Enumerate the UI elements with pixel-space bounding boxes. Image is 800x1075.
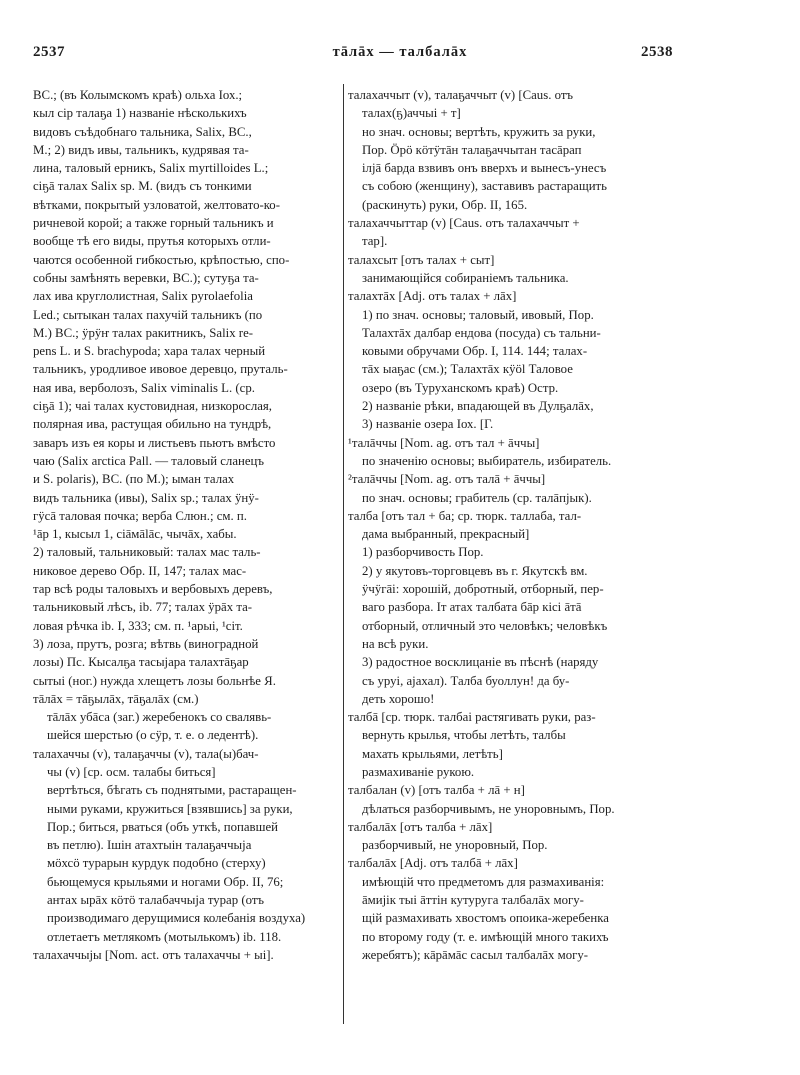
text-line: ная ива, верболозъ, Salix viminalis L. (ср. (33, 380, 255, 395)
text-line: мӧхсӧ турарын курдук подобно (стерху) (47, 856, 266, 871)
text-line: ¹āр 1, кысыл 1, сіāмālāс, чычāх, хабы. (33, 527, 237, 542)
text-line: 1) по знач. основы; таловый, ивовый, Пор. (362, 307, 594, 322)
text-line: вертѣться, бѣгать съ поднятыми, растаращен- (47, 783, 297, 798)
text-line: талба [отъ тал + ба; ср. тюрк. таллаба, тал- (348, 508, 582, 523)
text-line: дама выбранный, прекрасный] (362, 527, 530, 542)
text-line: чаю (Salix arctica Pall. — таловый сланецъ (33, 453, 264, 468)
text-line: тар]. (362, 234, 388, 249)
text-line: озеро (въ Туруханскомъ краѣ) Остр. (362, 380, 559, 395)
text-line: жеребятъ); кāрāмāс сасыл талбалāх могу- (362, 947, 589, 962)
text-line: сіҕā 1); чаі талах кустовидная, низкорослая, (33, 399, 273, 414)
text-line: по знач. основы; грабитель (ср. талāпјык). (362, 490, 592, 505)
text-line: кыл сір талаҕа 1) названіе нѣсколькихъ (33, 106, 247, 121)
text-line: 3) лоза, прутъ, розга; вѣтвь (виноградной (33, 636, 259, 651)
text-line: имѣющій что предметомъ для размахиванія: (362, 874, 605, 889)
text-line: съ собою (женщину), заставивъ растаращить (362, 179, 607, 194)
text-line: талахаччыjы [Nom. act. отъ талахаччы + ыі]. (33, 947, 274, 962)
text-line: антах ырāх кӧтӧ талабаччыjа турар (отъ (47, 893, 265, 908)
text-line: но знач. основы; вертѣть, кружить за руки, (362, 124, 596, 139)
text-line: тальникъ, уродливое ивовое деревцо, пруталь- (33, 362, 288, 377)
text-line: талбалāх [отъ талба + лāх] (348, 819, 493, 834)
text-line: отлетаетъ метлякомъ (мотылькомъ) ib. 118. (47, 929, 282, 944)
text-line: ӱчӱгāі: хорошій, добротный, отборный, пер- (362, 582, 604, 597)
text-line: М.) ВС.; ӱрӱҥ талах ракитникъ, Salix re- (33, 325, 254, 340)
text-line: лозы) Пс. Кысалҕа тасыjара талахтāҕар (33, 655, 249, 670)
text-line: тāлāх = тāҕылāх, тāҕалāх (см.) (33, 691, 199, 706)
text-line: тāлāх убāса (заг.) жеребенокъ со свалявь- (47, 710, 272, 725)
text-line: вѣтками, покрытый узловатой, желтовато-ко- (33, 197, 280, 212)
text-line: чы (v) [ср. осм. талабы биться] (47, 764, 216, 779)
text-line: Пор.; биться, рваться (объ уткѣ, попавшей (47, 819, 278, 834)
text-line: талбалāх [Adj. отъ талбā + лāх] (348, 856, 518, 871)
text-line: 2) у якутовъ-торговцевъ въ г. Якутскѣ вм. (362, 563, 588, 578)
text-line: собны замѣнять веревки, ВС.); сутуҕа та- (33, 270, 259, 285)
column-divider (343, 84, 344, 1024)
left-column (33, 86, 339, 964)
text-line: М.; 2) видъ ивы, тальникъ, кудрявая та- (33, 142, 249, 157)
text-line: вообще тѣ его виды, прутья которыхъ отли- (33, 234, 271, 249)
text-line: тальниковый лѣсъ, ib. 77; талах ӱрāх та- (33, 600, 253, 615)
text-line: по значенію основы; выбиратель, избиратель. (362, 453, 612, 468)
text-line: тāх ыаҕас (см.); Талахтāх кӱöl Таловое (362, 362, 573, 377)
text-line: ловая рѣчка ib. I, 333; см. п. ¹арыі, ¹сіт. (33, 618, 243, 633)
text-line: лина, таловый ерникъ, Salix myrtilloides L.; (33, 161, 269, 176)
text-line: Пор. Ӧрӧ кӧтӱтāн талаҕаччытан тасāрап (362, 142, 582, 157)
text-line: занимающійся собираніемъ тальника. (362, 270, 569, 285)
text-line: сіҕā талах Salix sp. М. (видъ съ тонкими (33, 179, 252, 194)
text-line: производимаго дерущимися колебанія воздуха) (47, 911, 306, 926)
text-line: Led.; сытыкан талах пахучій тальникъ (по (33, 307, 263, 322)
text-line: по второму году (т. е. имѣющій много такихъ (362, 929, 609, 944)
text-line: ²талāччы [Nom. ag. отъ талā + āччы] (348, 472, 546, 487)
right-column (348, 86, 660, 964)
page-number-right: 2538 (641, 44, 673, 60)
text-line: разборчивый, не уноровный, Пор. (362, 838, 548, 853)
text-line: талахаччы (v), талаҕаччы (v), тала(ы)бач- (33, 746, 259, 761)
text-line: деть хорошо! (362, 691, 435, 706)
text-line: (раскинуть) руки, Обр. II, 165. (362, 197, 528, 212)
text-line: на всѣ руки. (362, 636, 429, 651)
text-line: тар всѣ роды таловыхъ и вербовыхъ деревъ, (33, 582, 273, 597)
text-line: ричневой корой; а также горный тальникъ и (33, 216, 274, 231)
text-line: ными руками, кружиться [взявшись] за руки, (47, 801, 293, 816)
text-line: āмијік тыі āттін кутуруга талбалāх могу- (362, 893, 584, 908)
text-line: ¹талāччы [Nom. ag. отъ тал + āччы] (348, 435, 540, 450)
text-line: талбā [ср. тюрк. талбаі растягивать руки, раз- (348, 710, 596, 725)
text-line: гӱсā таловая почка; верба Слюн.; см. п. (33, 508, 247, 523)
text-line: ілjā барда взвивъ онъ вверхъ и вынесъ-унесъ (362, 161, 607, 176)
text-line: и S. polaris), ВС. (по М.); ыман талах (33, 472, 235, 487)
text-line: ваго разбора. Іт атах талбата бāр кісі āтā (362, 600, 582, 615)
text-line: ковыми обручами Обр. I, 114. 144; талах- (362, 344, 588, 359)
text-line: 3) названіе озера Іох. [Г. (362, 417, 494, 432)
text-line: талахтāх [Adj. отъ талах + лāх] (348, 289, 517, 304)
text-line: ВС.; (въ Колымскомъ краѣ) ольха Іох.; (33, 88, 243, 102)
text-line: дѣлаться разборчивымъ, не уноровнымъ, Пор. (362, 801, 615, 816)
text-line: видъ тальника (ивы), Salix sp.; талах ӱнӱ- (33, 490, 259, 505)
text-line: Талахтāх далбар ендова (посуда) съ тальни- (362, 325, 601, 340)
text-line: видовъ съѣдобнаго тальника, Salix, ВС., (33, 124, 252, 139)
text-line: щій размахивать хвостомъ опоика-жеребенка (362, 911, 609, 926)
text-line: шейся шерстью (о сӱр, т. е. о ледентѣ). (47, 728, 259, 743)
text-line: талбалан (v) [отъ талба + лā + н] (348, 783, 525, 798)
text-line: съ уруі, аjахал). Талба буоллун! да бу- (362, 673, 570, 688)
text-line: отборный, отличный это человѣкъ; человѣкъ (362, 618, 608, 633)
text-line: полярная ива, растущая обильно на тундрѣ, (33, 417, 272, 432)
page-number-left: 2537 (33, 44, 65, 60)
text-line: махать крыльями, летѣть] (362, 746, 503, 761)
text-line: талахаччыт (v), талаҕаччыт (v) [Caus. отъ (348, 88, 574, 102)
text-line: талахсыт [отъ талах + сыт] (348, 252, 495, 267)
text-line: чаются особенной гибкостью, крѣпостью, спо- (33, 252, 290, 267)
text-line: талах(ҕ)аччыі + т] (362, 106, 461, 121)
text-line: pens L. и S. brachypoda; хара талах черный (33, 344, 266, 359)
text-line: заваръ изъ ея коры и листьевъ пьютъ вмѣсто (33, 435, 276, 450)
text-line: размахиваніе рукою. (362, 764, 475, 779)
text-line: въ петлю). Ішін атахтыін талаҕаччыjа (47, 838, 252, 853)
text-line: сытыі (ног.) нужда хлещетъ лозы больнѣе Я. (33, 673, 276, 688)
text-line: 1) разборчивость Пор. (362, 545, 484, 560)
text-line: никовое дерево Обр. II, 147; талах мас- (33, 563, 247, 578)
running-head: тāлāх — талбалāх (332, 44, 468, 60)
text-line: талахаччыттар (v) [Caus. отъ талахаччыт + (348, 216, 580, 231)
text-line: 2) названіе рѣки, впадающей въ Дулҕалāх, (362, 399, 594, 414)
text-line: бьющемуся крыльями и ногами Обр. II, 76; (47, 874, 284, 889)
text-line: лах ива круглолистная, Salix pyrolaefolia (33, 289, 253, 304)
text-line: 3) радостное восклицаніе въ пѣснѣ (наряду (362, 655, 599, 670)
text-line: вернуть крылья, чтобы летѣть, талбы (362, 728, 566, 743)
text-line: 2) таловый, тальниковый: талах мас таль- (33, 545, 261, 560)
